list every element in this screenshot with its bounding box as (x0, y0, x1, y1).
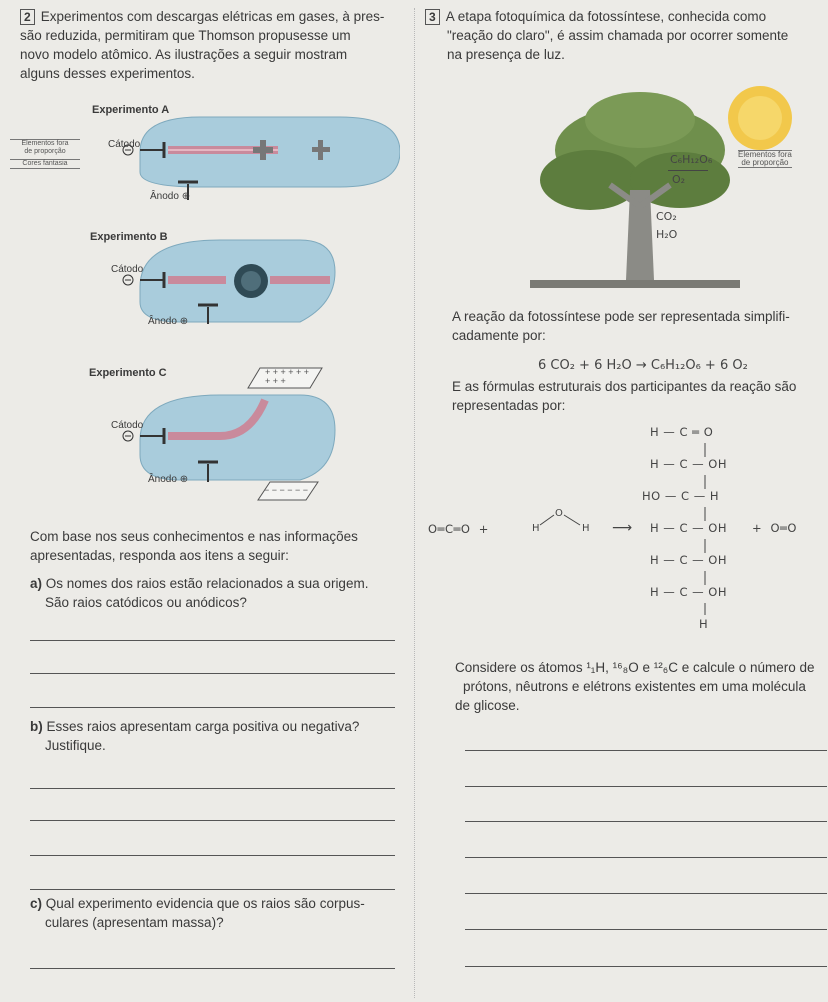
o2-label: O₂ (672, 173, 686, 186)
q2-prompt: Com base nos seus conhecimentos e nas informações apresentadas, responda aos itens a seguir: (30, 529, 358, 563)
answer-line[interactable] (465, 750, 827, 751)
anode-a-label: Ânodo ⊕ (150, 191, 191, 202)
q3-number: 3 (425, 9, 440, 25)
answer-line[interactable] (465, 929, 827, 930)
answer-line[interactable] (465, 857, 827, 858)
co2-structure: O═C═O + (428, 522, 489, 536)
atoms-text: Considere os átomos ¹₁H, ¹⁶₈O e ¹²₆C e calcule o número de prótons, nêutrons e elétrons existentes em uma molécula de glicose. (455, 660, 815, 713)
experiment-b-diagram (100, 232, 340, 332)
reaction-text: A reação da fotossíntese pode ser representada simplifi- cadamente por: (452, 309, 790, 343)
arrow-out (668, 170, 708, 171)
q3-intro: 3 A etapa fotoquímica da fotossíntese, conhecida como "reação do claro", é assim chamada por ocorrer somente na presença de luz. (425, 7, 825, 64)
answer-line[interactable] (30, 788, 395, 789)
water-bonds (538, 512, 586, 528)
answer-line[interactable] (30, 673, 395, 674)
answer-line[interactable] (30, 707, 395, 708)
negative-plate: − − − − − − (264, 485, 309, 495)
experiment-b-title: Experimento B (90, 231, 168, 243)
cathode-a-label: Cátodo (108, 139, 141, 150)
reaction-arrow: ⟶ (612, 520, 633, 536)
experiment-c-title: Experimento C (89, 367, 167, 379)
answer-line[interactable] (465, 893, 827, 894)
q2-intro: 2 Experimentos com descargas elétricas em gases, à pres- são reduzida, permitiram que Thomson propusesse um novo modelo atômico. As ilustrações a seguir mostram alguns desses experimentos. (20, 9, 385, 81)
answer-line[interactable] (30, 640, 395, 641)
o2-structure: + O═O (752, 521, 797, 535)
cathode-b-label: Cátodo (111, 264, 144, 275)
out-of-scale-note: Elementos fora de proporção Cores fantasia (10, 139, 80, 169)
anode-c-label: Ânodo ⊕ (148, 474, 189, 485)
q2-item-c: c) Qual experimento evidencia que os raios são corpus- culares (apresentam massa)? (30, 896, 365, 930)
h2o-label: H₂O (656, 228, 678, 241)
glucose-backbone (700, 439, 710, 619)
positive-plate: + + + + + + + + + (265, 367, 310, 386)
experiment-a-title: Experimento A (92, 104, 170, 116)
answer-line[interactable] (465, 821, 827, 822)
anode-b-label: Ânodo ⊕ (148, 316, 189, 327)
tree-illustration (530, 80, 810, 300)
answer-line[interactable] (30, 968, 395, 969)
tree-out-of-scale-note: Elementos fora de proporção (738, 150, 792, 167)
sun-icon (728, 86, 792, 150)
q2-item-b: b) Esses raios apresentam carga positiva ou negativa? Justifique. (30, 719, 360, 753)
answer-line[interactable] (30, 889, 395, 890)
cathode-c-label: Cátodo (111, 420, 144, 431)
structural-text: E as fórmulas estruturais dos participantes da reação são representadas por: (452, 379, 797, 413)
glucose-label: C₆H₁₂O₆ (670, 153, 713, 166)
answer-line[interactable] (30, 855, 395, 856)
q2-number: 2 (20, 9, 35, 25)
answer-line[interactable] (465, 966, 827, 967)
photosynthesis-equation: 6 CO₂ + 6 H₂O → C₆H₁₂O₆ + 6 O₂ (538, 358, 748, 373)
experiment-a-diagram (100, 112, 400, 222)
tree-icon (530, 92, 740, 288)
column-divider (414, 8, 415, 998)
water-o: O (555, 508, 564, 519)
water-h1: H (532, 523, 541, 534)
co2-label: CO₂ (656, 210, 677, 223)
answer-line[interactable] (30, 820, 395, 821)
water-h2: H (582, 523, 591, 534)
q2-item-a: a) Os nomes dos raios estão relacionados a sua origem. São raios catódicos ou anódicos? (30, 576, 369, 610)
answer-line[interactable] (465, 786, 827, 787)
